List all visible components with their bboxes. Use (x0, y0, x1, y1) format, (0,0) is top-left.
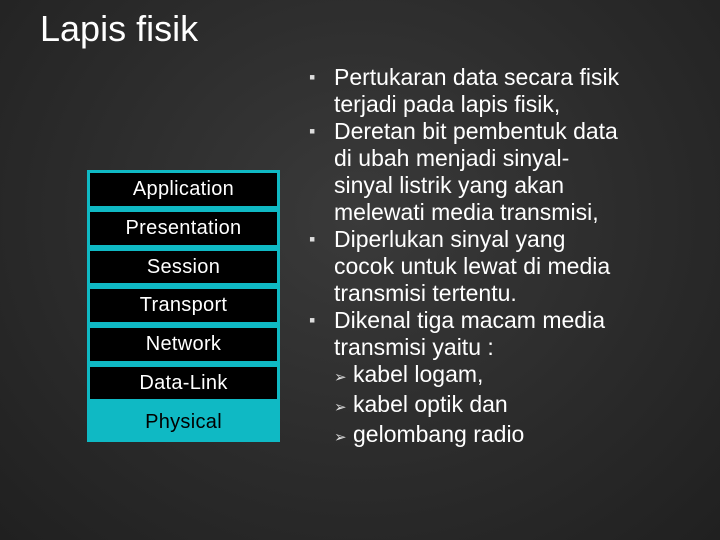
bullet-line: melewati media transmisi, (334, 199, 599, 225)
bullet-item (305, 307, 705, 361)
slide-title: Lapis fisik (40, 8, 199, 49)
sub-bullet-text: kabel optik dan (353, 391, 508, 417)
small-dot-icon: ▪ (309, 229, 316, 249)
bullet-line: transmisi tertentu. (334, 280, 517, 306)
bullet-item (305, 226, 705, 307)
sub-bullet-text: gelombang radio (353, 421, 525, 447)
arrow-bullet-icon: ➢ (334, 429, 347, 446)
small-dot-icon: ▪ (309, 67, 316, 87)
small-dot-icon: ▪ (309, 310, 316, 330)
bullet-line: Diperlukan sinyal yang (334, 226, 566, 252)
bullet-line: Dikenal tiga macam media (334, 307, 606, 333)
sub-bullet-text: kabel logam, (353, 361, 484, 387)
osi-layer-presentation: Presentation (87, 209, 280, 248)
bullet-item (305, 64, 705, 118)
small-dot-icon: ▪ (309, 121, 316, 141)
bullet-line: Deretan bit pembentuk data (334, 118, 618, 144)
sub-bullet-item (305, 391, 705, 421)
bullet-line: cocok untuk lewat di media (334, 253, 611, 279)
osi-layer-transport: Transport (87, 286, 280, 325)
bullet-line: terjadi pada lapis fisik, (334, 91, 561, 117)
bullet-line: di ubah menjadi sinyal- (334, 145, 570, 171)
osi-layer-network: Network (87, 325, 280, 364)
bullet-item (305, 118, 705, 226)
osi-layer-session: Session (87, 248, 280, 286)
osi-layer-data-link: Data-Link (87, 364, 280, 402)
bullet-list (305, 64, 705, 451)
osi-layer-stack (87, 170, 280, 442)
bullet-line: transmisi yaitu : (334, 334, 494, 360)
sub-bullet-item (305, 421, 705, 451)
arrow-bullet-icon: ➢ (334, 369, 347, 386)
bullet-line: sinyal listrik yang akan (334, 172, 565, 198)
osi-layer-physical: Physical (87, 402, 280, 442)
osi-layer-application: Application (87, 170, 280, 209)
bullet-line: Pertukaran data secara fisik (334, 64, 620, 90)
sub-bullet-item (305, 361, 705, 391)
arrow-bullet-icon: ➢ (334, 399, 347, 416)
